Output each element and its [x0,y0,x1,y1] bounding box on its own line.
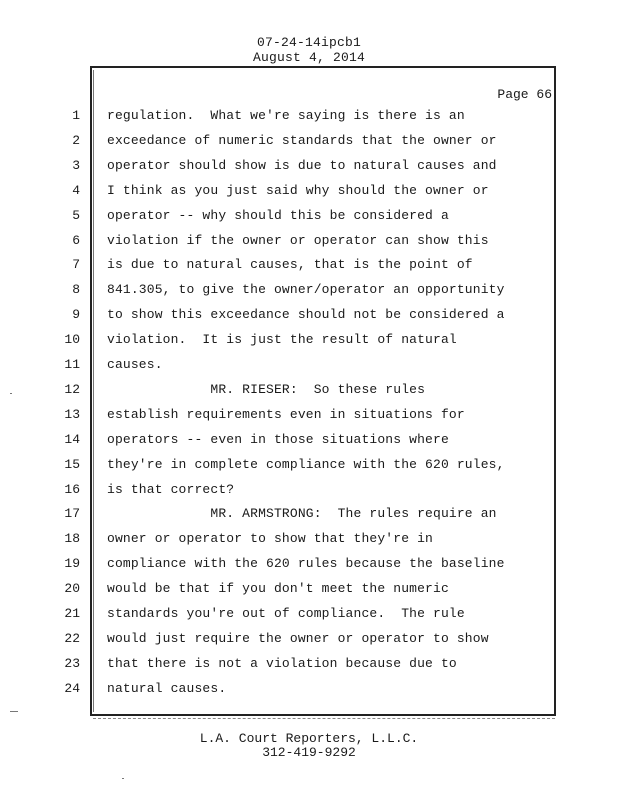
line-text: I think as you just said why should the owner or [107,183,489,198]
page-number: Page 66 [497,87,552,102]
line-number: 24 [64,681,80,696]
line-number: 12 [64,382,80,397]
line-number: 14 [64,432,80,447]
line-number: 9 [72,307,80,322]
line-text: natural causes. [107,681,227,696]
line-number: 3 [72,158,80,173]
scan-speck [122,778,124,779]
line-number: 13 [64,407,80,422]
transcript-date: August 4, 2014 [252,50,366,65]
line-text: is due to natural causes, that is the point of [107,257,473,272]
bottom-rule [93,718,555,720]
line-number: 21 [64,606,80,621]
margin-rule [93,70,94,712]
transcript-case-id: 07-24-14ipcb1 [256,35,362,50]
line-number: 16 [64,482,80,497]
line-text: MR. RIESER: So these rules [107,382,426,397]
line-number: 17 [64,506,80,521]
line-text: operator -- why should this be considered a [107,208,449,223]
line-number: 11 [64,357,80,372]
scan-speck [10,711,18,712]
line-text: would be that if you don't meet the numeric [107,581,449,596]
scan-speck [10,393,12,394]
line-number: 6 [72,233,80,248]
line-text: standards you're out of compliance. The rule [107,606,465,621]
line-text: violation. It is just the result of natural [107,332,457,347]
reporter-company: L.A. Court Reporters, L.L.C. [199,731,419,746]
line-text: compliance with the 620 rules because the baseline [107,556,505,571]
line-number: 7 [72,257,80,272]
line-number: 2 [72,133,80,148]
line-text: they're in complete compliance with the 620 rules, [107,457,505,472]
line-text: operators -- even in those situations where [107,432,449,447]
line-text: violation if the owner or operator can show this [107,233,489,248]
line-text: owner or operator to show that they're in [107,531,434,546]
line-text: exceedance of numeric standards that the owner or [107,133,497,148]
line-text: to show this exceedance should not be considered a [107,307,505,322]
line-number: 1 [72,108,80,123]
line-text: operator should show is due to natural causes and [107,158,497,173]
line-text: is that correct? [107,482,235,497]
line-text: causes. [107,357,163,372]
line-number: 5 [72,208,80,223]
line-text: that there is not a violation because due to [107,656,457,671]
line-text: MR. ARMSTRONG: The rules require an [107,506,497,521]
line-number: 15 [64,457,80,472]
line-text: establish requirements even in situations for [107,407,465,422]
line-number: 20 [64,581,80,596]
line-number: 19 [64,556,80,571]
line-number: 10 [64,332,80,347]
line-number: 8 [72,282,80,297]
line-number: 23 [64,656,80,671]
line-number: 4 [72,183,80,198]
line-text: regulation. What we're saying is there is an [107,108,465,123]
line-text: 841.305, to give the owner/operator an opportunity [107,282,505,297]
line-text: would just require the owner or operator to show [107,631,489,646]
reporter-phone: 312-419-9292 [262,745,356,760]
line-number: 18 [64,531,80,546]
line-number: 22 [64,631,80,646]
